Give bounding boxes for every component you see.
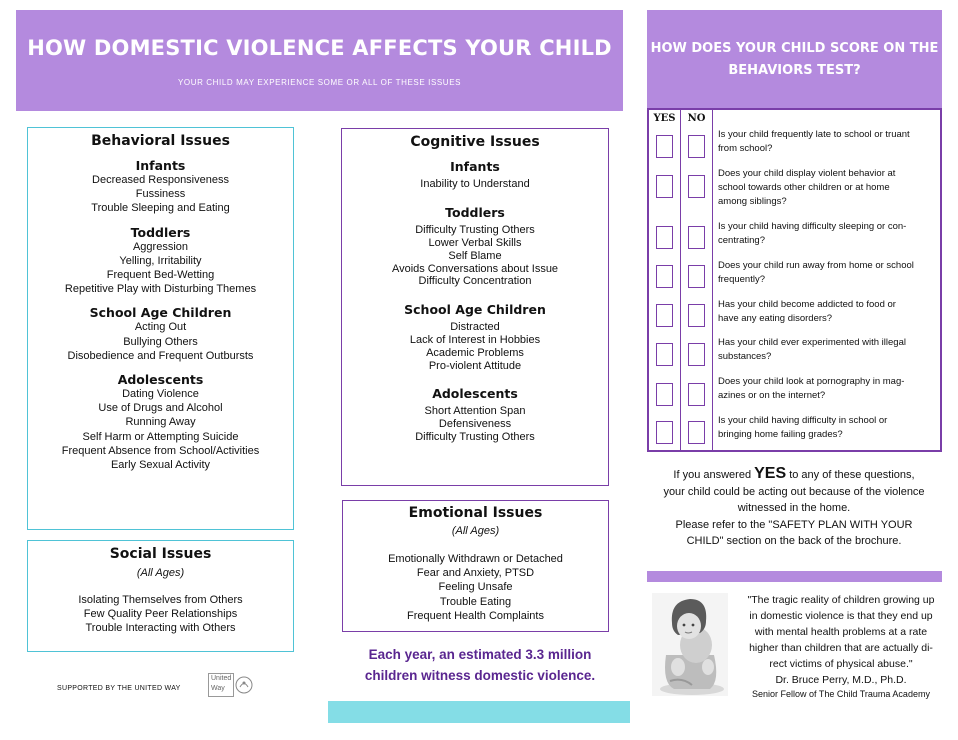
cognitive-group <box>342 159 608 191</box>
logo-text-bottom: Way <box>211 685 225 692</box>
answer-line-4: Please refer to the "SAFETY PLAN WITH YOUR <box>675 518 913 531</box>
question-text: Is your child frequently late to school or truant from school? <box>718 129 910 154</box>
yes-checkbox[interactable] <box>656 175 673 198</box>
social-note: (All Ages) <box>136 567 185 579</box>
quote-line: rect victims of physical abuse." <box>769 658 913 670</box>
child-photo <box>652 593 728 696</box>
cognitive-group <box>342 302 608 372</box>
quote-block <box>738 592 944 672</box>
no-checkbox[interactable] <box>688 383 705 406</box>
no-column-label: NO <box>687 113 706 124</box>
list-item: Yelling, Irritability <box>119 254 202 267</box>
yes-checkbox[interactable] <box>656 343 673 366</box>
list-item: Isolating Themselves from Others <box>78 594 243 606</box>
no-checkbox[interactable] <box>688 304 705 327</box>
list-item: Frequent Health Complaints <box>407 609 544 622</box>
list-item: Feeling Unsafe <box>438 581 513 594</box>
emotional-issues-box <box>342 500 609 632</box>
list-item: Use of Drugs and Alcohol <box>98 402 223 415</box>
column-divider <box>712 110 713 450</box>
list-item: Lack of Interest in Hobbies <box>409 333 541 346</box>
question-text: Has your child ever experimented with illegal substances? <box>718 337 906 362</box>
cognitive-issues-box <box>341 128 609 486</box>
quote-line: "The tragic reality of children growing up <box>747 594 935 606</box>
group-heading: Toddlers <box>445 205 505 221</box>
quote-line: in domestic violence is that they end up <box>749 610 933 622</box>
logo-text-top: United <box>211 675 232 682</box>
main-subtitle: YOUR CHILD MAY EXPERIENCE SOME OR ALL OF THESE ISSUES <box>177 78 462 87</box>
answer-line-2: your child could be acting out because of the violence <box>663 485 925 498</box>
list-item: Pro-violent Attitude <box>428 359 522 372</box>
behavioral-group <box>28 305 293 363</box>
list-item: Distracted <box>450 321 500 334</box>
yes-column-label: YES <box>653 113 676 124</box>
answer-yes: YES <box>754 465 787 482</box>
yes-checkbox[interactable] <box>656 421 673 444</box>
list-item: Bullying Others <box>123 335 198 348</box>
list-item: Decreased Responsiveness <box>92 174 229 186</box>
no-checkbox[interactable] <box>688 175 705 198</box>
list-item: Emotionally Withdrawn or Detached <box>388 553 563 565</box>
list-item: Disobedience and Frequent Outbursts <box>67 349 254 362</box>
supported-by-text: SUPPORTED BY THE UNITED WAY <box>57 685 181 692</box>
stat-line-2: children witness domestic violence. <box>364 668 596 683</box>
yes-checkbox[interactable] <box>656 226 673 249</box>
group-heading: School Age Children <box>404 302 546 318</box>
list-item: Avoids Conversations about Issue <box>391 262 559 275</box>
list-item: Aggression <box>132 240 189 253</box>
group-heading: Adolescents <box>432 386 518 402</box>
test-title-line-1: HOW DOES YOUR CHILD SCORE ON THE <box>650 41 939 56</box>
no-checkbox[interactable] <box>688 265 705 288</box>
behavioral-title: Behavioral Issues <box>91 133 230 149</box>
yes-checkbox[interactable] <box>656 135 673 158</box>
no-checkbox[interactable] <box>688 343 705 366</box>
yes-checkbox[interactable] <box>656 265 673 288</box>
question-text: Is your child having difficulty sleeping or con- centrating? <box>718 221 907 246</box>
list-item: Trouble Eating <box>439 595 512 608</box>
list-item: Fear and Anxiety, PTSD <box>416 567 535 580</box>
behaviors-test-table <box>647 108 942 452</box>
quote-line: with mental health problems at a rate <box>754 626 928 638</box>
question-text: Has your child become addicted to food or have any eating disorders? <box>718 299 896 324</box>
question-text: Is your child having difficulty in school or bringing home failing grades? <box>718 415 888 440</box>
test-banner <box>647 10 942 108</box>
cognitive-group <box>342 205 608 288</box>
stat-line-1: Each year, an estimated 3.3 million <box>368 647 592 662</box>
no-checkbox[interactable] <box>688 421 705 444</box>
statistic-callout <box>330 644 630 686</box>
list-item: Acting Out <box>134 321 187 334</box>
behavioral-group <box>28 372 293 472</box>
list-item: Defensiveness <box>438 418 512 431</box>
purple-divider-bar <box>647 571 942 582</box>
list-item: Self Blame <box>448 249 502 262</box>
no-checkbox[interactable] <box>688 226 705 249</box>
emotional-note: (All Ages) <box>451 525 500 537</box>
question-text: Does your child display violent behavior at school towards other children or at home among siblings? <box>718 168 896 207</box>
answer-suffix: to any of these questions, <box>789 469 915 481</box>
answer-line-3: witnessed in the home. <box>737 502 851 514</box>
list-item: Short Attention Span <box>424 405 526 418</box>
answer-line-5: CHILD" section on the back of the brochure. <box>686 535 902 547</box>
list-item: Difficulty Concentration <box>418 275 532 288</box>
yes-checkbox[interactable] <box>656 304 673 327</box>
group-heading: School Age Children <box>89 305 232 321</box>
united-way-logo <box>208 673 254 697</box>
list-item: Academic Problems <box>426 346 524 359</box>
question-text: Does your child run away from home or school frequently? <box>718 260 914 285</box>
test-title-line-2: BEHAVIORS TEST? <box>728 63 861 78</box>
cognitive-group <box>342 386 608 443</box>
no-checkbox[interactable] <box>688 135 705 158</box>
quote-affiliation: Senior Fellow of The Child Trauma Academy <box>752 689 930 699</box>
list-item: Difficulty Trusting Others <box>415 430 535 443</box>
social-title: Social Issues <box>109 546 212 562</box>
main-banner <box>16 10 623 111</box>
group-heading: Adolescents <box>117 372 204 388</box>
answer-paragraph <box>645 466 943 550</box>
quote-author: Dr. Bruce Perry, M.D., Ph.D. <box>775 674 907 686</box>
column-divider <box>680 110 681 450</box>
question-text: Does your child look at pornography in mag- azines or on the internet? <box>718 376 905 401</box>
group-heading: Toddlers <box>130 224 191 240</box>
hand-icon <box>235 676 253 694</box>
cyan-footer-bar <box>328 701 630 723</box>
social-issues-box <box>27 540 294 652</box>
list-item: Trouble Sleeping and Eating <box>91 202 230 215</box>
behavioral-group <box>28 225 293 297</box>
list-item: Difficulty Trusting Others <box>415 224 535 237</box>
emotional-title: Emotional Issues <box>408 505 543 521</box>
group-heading: Infants <box>135 158 186 173</box>
main-title: HOW DOMESTIC VIOLENCE AFFECTS YOUR CHILD <box>27 36 612 60</box>
yes-checkbox[interactable] <box>656 383 673 406</box>
list-item: Frequent Bed-Wetting <box>106 269 215 282</box>
list-item: Lower Verbal Skills <box>428 237 522 249</box>
list-item: Trouble Interacting with Others <box>85 622 236 635</box>
quote-line: higher than children that are actually di- <box>749 642 933 654</box>
behavioral-group <box>28 158 293 216</box>
list-item: Early Sexual Activity <box>110 459 211 472</box>
answer-prefix: If you answered <box>673 469 752 481</box>
list-item: Fussiness <box>135 188 186 201</box>
list-item: Running Away <box>125 416 196 429</box>
list-item: Repetitive Play with Disturbing Themes <box>64 283 257 296</box>
cognitive-title: Cognitive Issues <box>410 134 540 150</box>
list-item: Frequent Absence from School/Activities <box>61 444 260 457</box>
list-item: Few Quality Peer Relationships <box>83 608 238 621</box>
group-heading: Infants <box>450 159 500 174</box>
behavioral-issues-box <box>27 127 294 530</box>
list-item: Self Harm or Attempting Suicide <box>82 430 239 443</box>
list-item: Dating Violence <box>122 388 199 401</box>
list-item: Inability to Understand <box>420 178 530 190</box>
